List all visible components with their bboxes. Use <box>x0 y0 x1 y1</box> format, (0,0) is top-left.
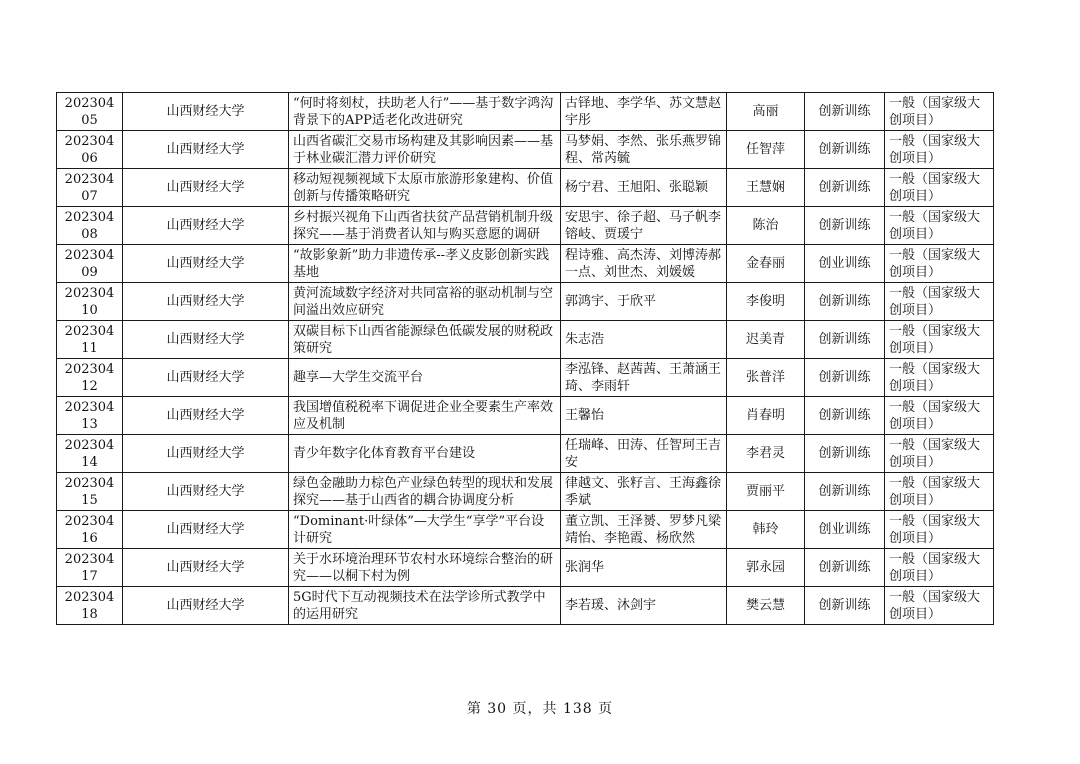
advisor-cell <box>727 511 805 549</box>
school-cell <box>123 359 289 397</box>
members-cell <box>561 549 727 587</box>
school-cell-text: 山西财经大学 <box>166 408 245 423</box>
project-title-cell-text: 移动短视频视域下太原市旅游形象建构、价值创新与传播策略研究 <box>293 171 554 204</box>
project-type-cell <box>805 283 885 321</box>
project-type-cell <box>805 549 885 587</box>
school-cell-text: 山西财经大学 <box>166 256 245 271</box>
project-title-cell-text: 乡村振兴视角下山西省扶贫产品营销机制升级探究——基于消费者认知与购买意愿的调研 <box>293 209 554 242</box>
members-cell <box>561 511 727 549</box>
project-id-cell-text: 20230412 <box>64 361 115 394</box>
school-cell-text: 山西财经大学 <box>166 446 245 461</box>
members-cell <box>561 245 727 283</box>
project-level-cell <box>885 131 994 169</box>
advisor-cell-text: 迟美青 <box>745 332 785 347</box>
advisor-cell <box>727 473 805 511</box>
project-type-cell <box>805 473 885 511</box>
project-level-cell-text: 一般（国家级大创项目） <box>889 285 981 318</box>
advisor-cell <box>727 435 805 473</box>
advisor-cell-text: 郭永园 <box>745 560 785 575</box>
project-type-cell <box>805 169 885 207</box>
project-title-cell-text: 青少年数字化体育教育平台建设 <box>293 446 476 461</box>
advisor-cell-text: 高丽 <box>752 104 779 119</box>
project-type-cell-text: 创新训练 <box>818 484 871 499</box>
project-title-cell <box>289 169 561 207</box>
members-cell <box>561 359 727 397</box>
school-cell <box>123 131 289 169</box>
project-type-cell-text: 创新训练 <box>818 104 871 119</box>
school-cell <box>123 549 289 587</box>
members-cell-text: 郭鸿宇、于欣平 <box>565 294 657 309</box>
members-cell <box>561 473 727 511</box>
project-title-cell <box>289 283 561 321</box>
school-cell-text: 山西财经大学 <box>166 218 245 233</box>
advisor-cell <box>727 321 805 359</box>
project-type-cell <box>805 397 885 435</box>
project-title-cell <box>289 93 561 131</box>
project-id-cell <box>57 169 123 207</box>
project-title-cell <box>289 435 561 473</box>
school-cell <box>123 511 289 549</box>
advisor-cell <box>727 359 805 397</box>
table-row <box>57 587 994 625</box>
page-number-footer: 第 30 页，共 138 页 <box>466 701 614 717</box>
project-level-cell-text: 一般（国家级大创项目） <box>889 171 981 204</box>
project-level-cell <box>885 207 994 245</box>
school-cell-text: 山西财经大学 <box>166 180 245 195</box>
project-level-cell-text: 一般（国家级大创项目） <box>889 247 981 280</box>
members-cell-text: 律越文、张籽言、王海鑫徐季斌 <box>565 475 722 508</box>
members-cell-text: 李若瑗、沐剑宇 <box>565 598 657 613</box>
advisor-cell-text: 樊云慧 <box>745 598 785 613</box>
project-level-cell-text: 一般（国家级大创项目） <box>889 361 981 394</box>
school-cell <box>123 245 289 283</box>
project-type-cell-text: 创新训练 <box>818 370 871 385</box>
project-level-cell <box>885 321 994 359</box>
project-id-cell <box>57 245 123 283</box>
project-id-cell-text: 20230415 <box>64 475 115 508</box>
table-row <box>57 321 994 359</box>
project-type-cell-text: 创业训练 <box>818 256 871 271</box>
advisor-cell <box>727 93 805 131</box>
project-title-cell-text: “Dominant·叶绿体”—大学生“享学”平台设计研究 <box>293 513 545 546</box>
members-cell <box>561 397 727 435</box>
advisor-cell <box>727 397 805 435</box>
school-cell <box>123 321 289 359</box>
table-row <box>57 435 994 473</box>
project-title-cell-text: “故影象新”助力非遗传承--孝义皮影创新实践基地 <box>293 247 550 280</box>
table-row <box>57 397 994 435</box>
school-cell <box>123 169 289 207</box>
advisor-cell-text: 李君灵 <box>745 446 785 461</box>
members-cell-text: 董立凯、王泽赟、罗梦凡梁靖怡、李艳霞、杨欣然 <box>565 513 722 546</box>
table-row <box>57 359 994 397</box>
members-cell-text: 古铎地、李学华、苏文慧赵宇彤 <box>565 95 722 128</box>
project-id-cell-text: 20230417 <box>64 551 115 584</box>
project-id-cell <box>57 321 123 359</box>
project-type-cell <box>805 359 885 397</box>
project-id-cell-text: 20230405 <box>64 95 115 128</box>
project-type-cell-text: 创新训练 <box>818 142 871 157</box>
project-level-cell-text: 一般（国家级大创项目） <box>889 475 981 508</box>
project-level-cell-text: 一般（国家级大创项目） <box>889 209 981 242</box>
project-type-cell-text: 创新训练 <box>818 598 871 613</box>
project-table <box>56 92 994 625</box>
project-id-cell-text: 20230414 <box>64 437 115 470</box>
project-level-cell-text: 一般（国家级大创项目） <box>889 95 981 128</box>
project-title-cell-text: 双碳目标下山西省能源绿色低碳发展的财税政策研究 <box>293 323 554 356</box>
project-id-cell-text: 20230416 <box>64 513 115 546</box>
project-type-cell-text: 创新训练 <box>818 294 871 309</box>
advisor-cell-text: 肖春明 <box>745 408 785 423</box>
project-level-cell-text: 一般（国家级大创项目） <box>889 437 981 470</box>
project-type-cell <box>805 131 885 169</box>
project-type-cell <box>805 207 885 245</box>
project-id-cell <box>57 131 123 169</box>
project-id-cell <box>57 283 123 321</box>
project-level-cell <box>885 587 994 625</box>
school-cell-text: 山西财经大学 <box>166 522 245 537</box>
project-type-cell-text: 创业训练 <box>818 522 871 537</box>
project-id-cell <box>57 93 123 131</box>
members-cell-text: 任瑞峰、田涛、任智珂王吉安 <box>565 437 722 470</box>
advisor-cell <box>727 131 805 169</box>
project-level-cell-text: 一般（国家级大创项目） <box>889 323 981 356</box>
project-type-cell <box>805 245 885 283</box>
project-level-cell <box>885 169 994 207</box>
school-cell-text: 山西财经大学 <box>166 598 245 613</box>
project-id-cell <box>57 397 123 435</box>
project-level-cell <box>885 359 994 397</box>
project-id-cell-text: 20230410 <box>64 285 115 318</box>
members-cell-text: 马梦娟、李然、张乐燕罗锦程、常芮毓 <box>565 133 722 166</box>
school-cell-text: 山西财经大学 <box>166 142 245 157</box>
members-cell <box>561 169 727 207</box>
project-type-cell-text: 创新训练 <box>818 408 871 423</box>
school-cell <box>123 283 289 321</box>
members-cell <box>561 131 727 169</box>
project-title-cell-text: 5G时代下互动视频技术在法学诊所式教学中的运用研究 <box>293 589 546 622</box>
project-level-cell <box>885 473 994 511</box>
project-level-cell-text: 一般（国家级大创项目） <box>889 133 981 166</box>
table-row <box>57 207 994 245</box>
project-type-cell-text: 创新训练 <box>818 560 871 575</box>
advisor-cell-text: 张普洋 <box>745 370 785 385</box>
table-row <box>57 549 994 587</box>
project-type-cell <box>805 587 885 625</box>
project-title-cell <box>289 359 561 397</box>
school-cell <box>123 587 289 625</box>
school-cell-text: 山西财经大学 <box>166 332 245 347</box>
project-id-cell <box>57 207 123 245</box>
advisor-cell <box>727 283 805 321</box>
table-row <box>57 93 994 131</box>
advisor-cell-text: 王慧娴 <box>745 180 785 195</box>
advisor-cell-text: 李俊明 <box>745 294 785 309</box>
advisor-cell-text: 贾丽平 <box>745 484 785 499</box>
project-id-cell-text: 20230409 <box>64 247 115 280</box>
advisor-cell <box>727 549 805 587</box>
project-title-cell-text: 我国增值税税率下调促进企业全要素生产率效应及机制 <box>293 399 554 432</box>
members-cell-text: 王馨怡 <box>565 408 605 423</box>
advisor-cell-text: 任智萍 <box>745 142 785 157</box>
members-cell-text: 杨宁君、王旭阳、张聪颖 <box>565 180 709 195</box>
school-cell <box>123 473 289 511</box>
project-title-cell <box>289 321 561 359</box>
project-level-cell <box>885 283 994 321</box>
table-row <box>57 283 994 321</box>
project-title-cell-text: “何时将刻杖，扶助老人行”——基于数字鸿沟背景下的APP适老化改进研究 <box>293 95 554 128</box>
project-type-cell <box>805 93 885 131</box>
project-level-cell-text: 一般（国家级大创项目） <box>889 513 981 546</box>
advisor-cell-text: 金春丽 <box>745 256 785 271</box>
project-title-cell-text: 山西省碳汇交易市场构建及其影响因素——基于林业碳汇潜力评价研究 <box>293 133 554 166</box>
project-level-cell-text: 一般（国家级大创项目） <box>889 399 981 432</box>
school-cell-text: 山西财经大学 <box>166 370 245 385</box>
advisor-cell <box>727 245 805 283</box>
table-row <box>57 473 994 511</box>
project-id-cell <box>57 587 123 625</box>
project-title-cell-text: 黄河流域数字经济对共同富裕的驱动机制与空间溢出效应研究 <box>293 285 554 318</box>
project-level-cell <box>885 511 994 549</box>
project-title-cell-text: 绿色金融助力棕色产业绿色转型的现状和发展探究——基于山西省的耦合协调度分析 <box>293 475 554 508</box>
project-type-cell <box>805 435 885 473</box>
project-title-cell <box>289 473 561 511</box>
project-title-cell-text: 趣享—大学生交流平台 <box>293 370 424 385</box>
project-id-cell <box>57 473 123 511</box>
project-id-cell-text: 20230411 <box>64 323 115 356</box>
school-cell-text: 山西财经大学 <box>166 484 245 499</box>
school-cell-text: 山西财经大学 <box>166 294 245 309</box>
project-level-cell-text: 一般（国家级大创项目） <box>889 551 981 584</box>
members-cell-text: 李泓锋、赵茜茜、王萧涵王琦、李雨轩 <box>565 361 722 394</box>
project-id-cell <box>57 549 123 587</box>
school-cell <box>123 207 289 245</box>
school-cell <box>123 435 289 473</box>
project-type-cell-text: 创新训练 <box>818 332 871 347</box>
table-row <box>57 169 994 207</box>
project-title-cell <box>289 511 561 549</box>
project-id-cell <box>57 435 123 473</box>
project-level-cell <box>885 435 994 473</box>
members-cell <box>561 587 727 625</box>
school-cell <box>123 397 289 435</box>
project-type-cell-text: 创新训练 <box>818 446 871 461</box>
project-title-cell <box>289 549 561 587</box>
project-title-cell <box>289 397 561 435</box>
project-title-cell <box>289 587 561 625</box>
project-id-cell <box>57 359 123 397</box>
advisor-cell-text: 韩玲 <box>752 522 779 537</box>
members-cell <box>561 321 727 359</box>
members-cell <box>561 283 727 321</box>
project-id-cell-text: 20230407 <box>64 171 115 204</box>
project-type-cell <box>805 321 885 359</box>
advisor-cell <box>727 587 805 625</box>
project-title-cell-text: 关于水环境治理环节农村水环境综合整治的研究——以桐下村为例 <box>293 551 554 584</box>
members-cell-text: 张润华 <box>565 560 605 575</box>
members-cell-text: 安思宇、徐子超、马子帆李镕岐、贾瑗宁 <box>565 209 722 242</box>
members-cell-text: 程诗雅、高杰涛、刘博涛郝一点、刘世杰、刘媛媛 <box>565 247 722 280</box>
project-id-cell-text: 20230418 <box>64 589 115 622</box>
project-table-body <box>57 93 994 625</box>
advisor-cell-text: 陈治 <box>752 218 779 233</box>
school-cell <box>123 93 289 131</box>
members-cell <box>561 435 727 473</box>
members-cell-text: 朱志浩 <box>565 332 605 347</box>
project-type-cell-text: 创新训练 <box>818 180 871 195</box>
project-id-cell-text: 20230408 <box>64 209 115 242</box>
project-type-cell <box>805 511 885 549</box>
project-id-cell-text: 20230406 <box>64 133 115 166</box>
table-row <box>57 131 994 169</box>
members-cell <box>561 93 727 131</box>
school-cell-text: 山西财经大学 <box>166 560 245 575</box>
members-cell <box>561 207 727 245</box>
project-level-cell <box>885 93 994 131</box>
project-level-cell <box>885 245 994 283</box>
project-id-cell <box>57 511 123 549</box>
advisor-cell <box>727 169 805 207</box>
advisor-cell <box>727 207 805 245</box>
project-title-cell <box>289 131 561 169</box>
project-level-cell <box>885 549 994 587</box>
project-id-cell-text: 20230413 <box>64 399 115 432</box>
project-title-cell <box>289 207 561 245</box>
project-level-cell-text: 一般（国家级大创项目） <box>889 589 981 622</box>
project-level-cell <box>885 397 994 435</box>
school-cell-text: 山西财经大学 <box>166 104 245 119</box>
table-row <box>57 511 994 549</box>
project-type-cell-text: 创新训练 <box>818 218 871 233</box>
table-row <box>57 245 994 283</box>
project-title-cell <box>289 245 561 283</box>
